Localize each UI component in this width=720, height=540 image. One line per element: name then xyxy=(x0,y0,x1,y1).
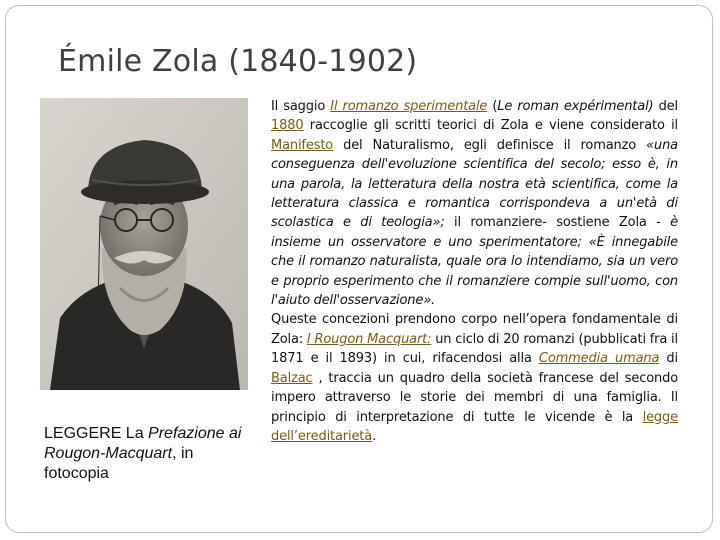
italic-quote: «una conseguenza dell'evoluzione scientifica del secolo; esso è, in una parola, la letteratura della nostra età scientifica, come la letteratura classica e romantica corrispondeva a un'età di scolastica e di teologia»; xyxy=(271,137,678,231)
text-run: del xyxy=(653,99,678,114)
slide-title: Émile Zola (1840-1902) xyxy=(58,44,418,80)
text-run: raccoglie gli scritti teorici di Zola e viene considerato il xyxy=(303,118,678,134)
paragraph-1 xyxy=(271,97,678,310)
link-legge-ereditarieta[interactable]: legge dell’ereditarietà xyxy=(271,409,678,444)
text-run: Queste concezioni prendono corpo nell’opera fondamentale di Zola: xyxy=(271,312,678,347)
text-run: del Naturalismo, egli definisce il romanzo xyxy=(333,137,647,153)
italic-run: Le roman expérimental) xyxy=(497,99,654,114)
link-romanzo-sperimentale[interactable]: Il romanzo sperimentale xyxy=(330,99,488,114)
paragraph-2 xyxy=(271,310,678,446)
link-balzac[interactable]: Balzac xyxy=(271,370,313,386)
text-run: un ciclo di 20 romanzi (pubblicati fra il 1871 e il 1893) in cui, rifacendosi alla xyxy=(271,331,678,367)
caption-prefix: LEGGERE La xyxy=(44,425,149,442)
link-rougon-macquart[interactable]: I Rougon Macquart: xyxy=(306,331,432,347)
italic-quote: è insieme un osservatore e uno sperimentatore; «È innegabile che il romanzo naturalista, quale ora lo intendiamo, sia un vero e proprio esperimento che il romanziere compie sull'uomo, con l'aiuto dell'osservazione». xyxy=(271,215,678,309)
link-1880[interactable]: 1880 xyxy=(271,118,304,134)
text-run: Il saggio xyxy=(271,99,331,114)
text-run: , traccia un quadro della società francese del secondo impero attraverso le storie dei membri di una famiglia. Il principio di interpretazione di tutte le vicende è la xyxy=(271,370,678,425)
text-run: . xyxy=(372,428,377,444)
body-text xyxy=(271,97,678,446)
caption-suffix: , in fotocopia xyxy=(44,445,194,482)
caption xyxy=(44,424,259,484)
portrait-photo xyxy=(40,98,248,390)
text-run: ( xyxy=(487,99,498,114)
link-manifesto[interactable]: Manifesto xyxy=(271,137,334,153)
text-run: il romanziere- sostiene Zola - xyxy=(444,215,671,231)
caption-italic: Prefazione ai Rougon-Macquart xyxy=(44,425,242,462)
text-run: di xyxy=(659,351,678,367)
link-commedia-umana[interactable]: Commedia umana xyxy=(538,351,660,367)
portrait-illustration xyxy=(40,98,248,390)
